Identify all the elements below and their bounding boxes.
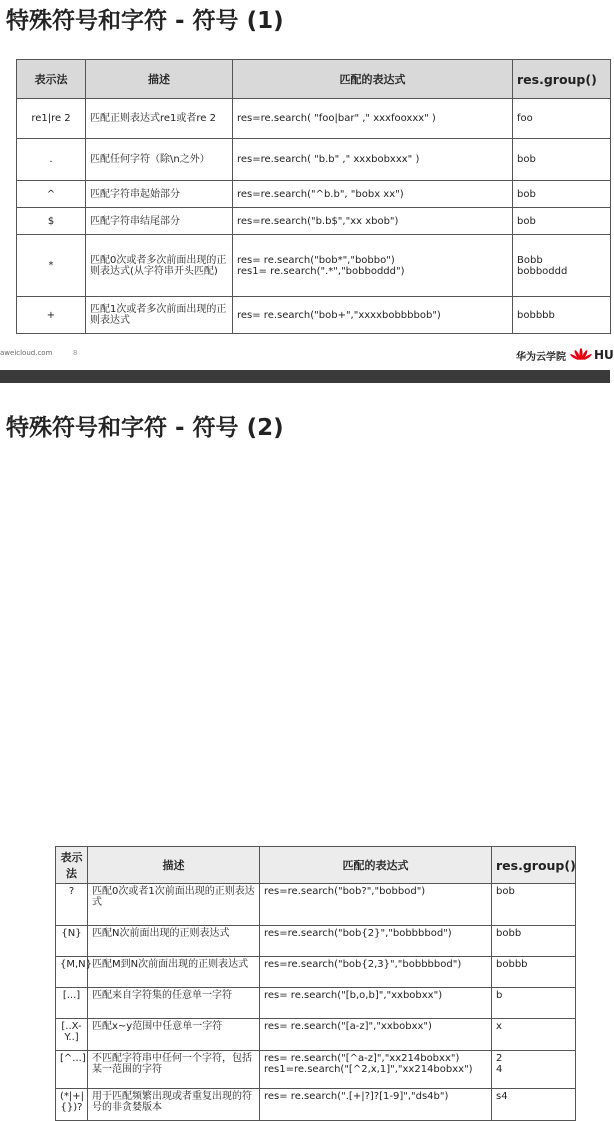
cell-result [513, 235, 611, 297]
table-row [56, 926, 576, 957]
cell-description: 匹配N次前面出现的正则表达式 [88, 926, 260, 957]
table-header-row [17, 60, 611, 99]
header-description: 描述 [88, 847, 260, 884]
header-result: res.group() [492, 847, 576, 884]
cell-result: bobb [492, 926, 576, 957]
huawei-petal-icon [570, 347, 592, 363]
cell-result: bob [513, 139, 611, 181]
cell-expression: res=re.search("^b.b", "bobx xx") [233, 181, 513, 208]
expression-line: res1=re.search("[^2,x,1]","xx214bobxx") [264, 1064, 473, 1075]
cell-description: 匹配0次或者多次前面出现的正则表达式(从字符串开头匹配) [86, 235, 233, 297]
cell-expression: res= re.search("bob+","xxxxbobbbbob") [233, 297, 513, 334]
cell-expression: res=re.search("bob{2,3}","bobbbbod") [260, 957, 492, 988]
expression-line: res= re.search("[^a-z]","xx214bobxx") [264, 1053, 460, 1064]
cell-result: bob [513, 208, 611, 235]
table-row [17, 139, 611, 181]
table-row [56, 988, 576, 1019]
cell-expression: res= re.search(".[+|?]?[1-9]","ds4b") [260, 1089, 492, 1121]
cell-description: 不匹配字符串中任何一个字符，包括某一范围的字符 [88, 1051, 260, 1089]
cell-result: x [492, 1019, 576, 1051]
table-row [17, 297, 611, 334]
cell-description: 用于匹配频繁出现或者重复出现的符号的非贪婪版本 [88, 1089, 260, 1121]
header-expression: 匹配的表达式 [233, 60, 513, 99]
table-row [56, 1051, 576, 1089]
header-expression: 匹配的表达式 [260, 847, 492, 884]
cell-notation: ^ [17, 181, 86, 208]
cell-result: bobbb [492, 957, 576, 988]
table-row [17, 208, 611, 235]
table-row [17, 181, 611, 208]
cell-notation: . [17, 139, 86, 181]
cell-notation: {M,N} [56, 957, 88, 988]
cell-expression: res=re.search("b.b$","xx xbob") [233, 208, 513, 235]
table-row [56, 1089, 576, 1121]
cell-expression: res=re.search( "b.b" ," xxxbobxxx" ) [233, 139, 513, 181]
cell-notation: * [17, 235, 86, 297]
slide-1-title: 特殊符号和字符 - 符号 (1) [6, 8, 284, 34]
cell-description: 匹配来自字符集的任意单一字符 [88, 988, 260, 1019]
table-row [17, 99, 611, 139]
cell-notation: {N} [56, 926, 88, 957]
cell-notation: + [17, 297, 86, 334]
result-line: Bobb [517, 254, 543, 266]
cell-description: 匹配字符串起始部分 [86, 181, 233, 208]
cell-description: 匹配M到N次前面出现的正则表达式 [88, 957, 260, 988]
slide-2-table [55, 846, 576, 1121]
header-notation: 表示法 [17, 60, 86, 99]
page-number: 8 [73, 349, 78, 357]
cell-notation: $ [17, 208, 86, 235]
table-row [56, 957, 576, 988]
cell-notation: re1|re 2 [17, 99, 86, 139]
logo-text: 华为云学院 [516, 351, 566, 363]
cell-notation: (*|+|{})? [56, 1089, 88, 1121]
cell-result: b [492, 988, 576, 1019]
cell-expression [233, 235, 513, 297]
result-line: 4 [496, 1064, 503, 1075]
header-result: res.group() [513, 60, 611, 99]
slide-1 [0, 0, 614, 370]
cell-expression: res=re.search( "foo|bar" ," xxxfooxxx" ) [233, 99, 513, 139]
table-row [17, 235, 611, 297]
cell-notation: [...] [56, 988, 88, 1019]
header-description: 描述 [86, 60, 233, 99]
cell-expression: res= re.search("[a-z]","xxbobxx") [260, 1019, 492, 1051]
cell-description: 匹配x~y范围中任意单一字符 [88, 1019, 260, 1051]
cell-result: s4 [492, 1089, 576, 1121]
cell-expression: res=re.search("bob?","bobbod") [260, 884, 492, 926]
header-notation: 表示法 [56, 847, 88, 884]
cell-description: 匹配正则表达式re1或者re 2 [86, 99, 233, 139]
slide-2 [0, 383, 610, 1113]
cell-result: bob [513, 181, 611, 208]
cell-notation: [..X-Y..] [56, 1019, 88, 1051]
table-row [56, 884, 576, 926]
table-row [56, 1019, 576, 1051]
cell-result: bob [492, 884, 576, 926]
cell-description: 匹配1次或者多次前面出现的正则表达式 [86, 297, 233, 334]
slide-divider [0, 370, 610, 383]
cell-expression: res=re.search("bob{2}","bobbbbod") [260, 926, 492, 957]
result-line: 2 [496, 1053, 503, 1064]
cell-description: 匹配字符串结尾部分 [86, 208, 233, 235]
footer-url: aweicloud.com [0, 349, 53, 357]
table-header-row [56, 847, 576, 884]
result-line: bobboddd [517, 265, 568, 277]
cell-notation: ? [56, 884, 88, 926]
expression-line: res= re.search("bob*","bobbo") [237, 254, 395, 266]
cell-description: 匹配任何字符（除\n之外） [86, 139, 233, 181]
cell-result [492, 1051, 576, 1089]
slide-1-table [16, 59, 611, 334]
cell-notation: [^...] [56, 1051, 88, 1089]
cell-result: bobbbb [513, 297, 611, 334]
cell-description: 匹配0次或者1次前面出现的正则表达式 [88, 884, 260, 926]
slide-2-title: 特殊符号和字符 - 符号 (2) [6, 415, 284, 441]
expression-line: res1= re.search(".*","bobboddd") [237, 265, 405, 277]
logo-word: HU [594, 348, 614, 362]
cell-expression: res= re.search("[b,o,b]","xxbobxx") [260, 988, 492, 1019]
cell-result: foo [513, 99, 611, 139]
cell-expression [260, 1051, 492, 1089]
huawei-logo [516, 346, 614, 364]
